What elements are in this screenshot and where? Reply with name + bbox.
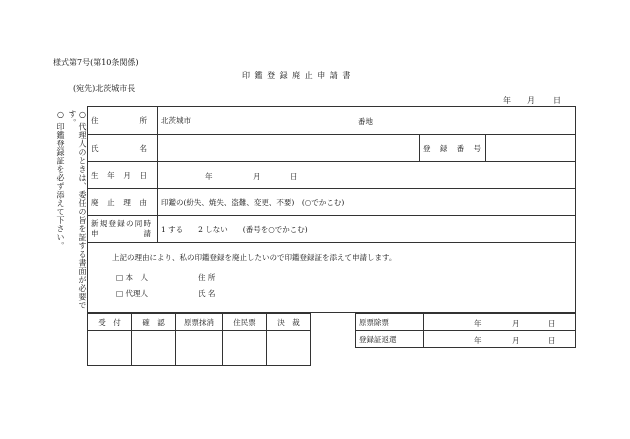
header-day: 日 xyxy=(553,96,561,105)
declaration-cell xyxy=(88,243,576,313)
option-self[interactable]: □ 本 人 xyxy=(116,273,148,282)
header-year: 年 xyxy=(503,96,511,105)
removal-year: 年 xyxy=(474,319,482,328)
new-reg-label-1: 新規登録の同時 xyxy=(91,219,151,228)
office-header-approval: 決 裁 xyxy=(267,314,311,331)
address-city: 北茨城市 xyxy=(161,116,191,125)
office-return-label: 登録証返還 xyxy=(356,331,424,348)
return-day: 日 xyxy=(548,336,556,345)
applicant-address-label: 住 所 xyxy=(198,273,216,282)
new-reg-label-2: 申請 xyxy=(91,229,151,238)
header-month: 月 xyxy=(527,96,535,105)
removal-month: 月 xyxy=(512,319,520,328)
office-stamp-reception[interactable] xyxy=(88,331,132,366)
address-label: 住所 xyxy=(91,116,147,125)
office-stamp-approval[interactable] xyxy=(267,331,311,366)
office-header-confirm: 確 認 xyxy=(132,314,176,331)
name-row xyxy=(88,135,576,162)
reg-number-cell[interactable] xyxy=(486,135,576,162)
return-month: 月 xyxy=(512,336,520,345)
declaration-row xyxy=(88,243,576,313)
birth-day: 日 xyxy=(290,172,298,181)
applicant-name-label: 氏 名 xyxy=(198,289,216,298)
address-row xyxy=(88,107,576,135)
side-note-card: ○ 印鑑登録証を必ず添えて下さい。 xyxy=(56,110,65,251)
return-year: 年 xyxy=(474,336,482,345)
office-removal-date[interactable] xyxy=(424,314,576,331)
declaration-text: 上記の理由により、私の印鑑登録を廃止したいので印鑑登録証を添えて申請します。 xyxy=(112,253,397,262)
birth-year: 年 xyxy=(205,172,213,181)
reason-row xyxy=(88,189,576,216)
reason-cell[interactable]: 印鑑の(紛失、焼失、盗難、変更、不要) (○でかこむ) xyxy=(158,189,576,216)
birth-row xyxy=(88,162,576,189)
birth-label: 生年月日 xyxy=(91,170,147,180)
name-label: 氏名 xyxy=(91,143,147,153)
birth-month: 月 xyxy=(253,172,261,181)
reg-number-label: 登録番号 xyxy=(423,143,481,153)
office-stamp-confirm[interactable] xyxy=(132,331,176,366)
office-header-reception: 受 付 xyxy=(88,314,132,331)
office-stamp-delete[interactable] xyxy=(176,331,223,366)
office-stamp-resident[interactable] xyxy=(223,331,267,366)
office-gap xyxy=(311,314,356,348)
removal-day: 日 xyxy=(548,319,556,328)
option-proxy[interactable]: □ 代理人 xyxy=(116,289,148,298)
reason-label: 廃止理由 xyxy=(91,197,147,207)
address-cell[interactable] xyxy=(158,107,576,135)
form-number: 様式第7号(第10条関係) xyxy=(53,58,139,67)
addressee: (宛先)北茨城市長 xyxy=(73,84,136,93)
side-note-proxy: ○ 代理人のときは、委任の旨を証する書面が必要です。 xyxy=(68,110,87,310)
page-title: 印 鑑 登 録 廃 止 申 請 書 xyxy=(242,71,352,80)
application-form-table xyxy=(87,106,576,313)
office-header-resident: 住民票 xyxy=(223,314,267,331)
new-reg-row xyxy=(88,216,576,243)
office-removal-label: 原票除票 xyxy=(356,314,424,331)
address-suffix: 番地 xyxy=(358,117,373,126)
new-reg-cell[interactable]: 1 する 2 しない (番号を○でかこむ) xyxy=(158,216,576,243)
office-header-delete: 原票抹消 xyxy=(176,314,223,331)
office-return-date[interactable] xyxy=(424,331,576,348)
name-cell[interactable] xyxy=(158,135,420,162)
birth-cell[interactable] xyxy=(158,162,576,189)
office-use-table xyxy=(87,313,576,366)
